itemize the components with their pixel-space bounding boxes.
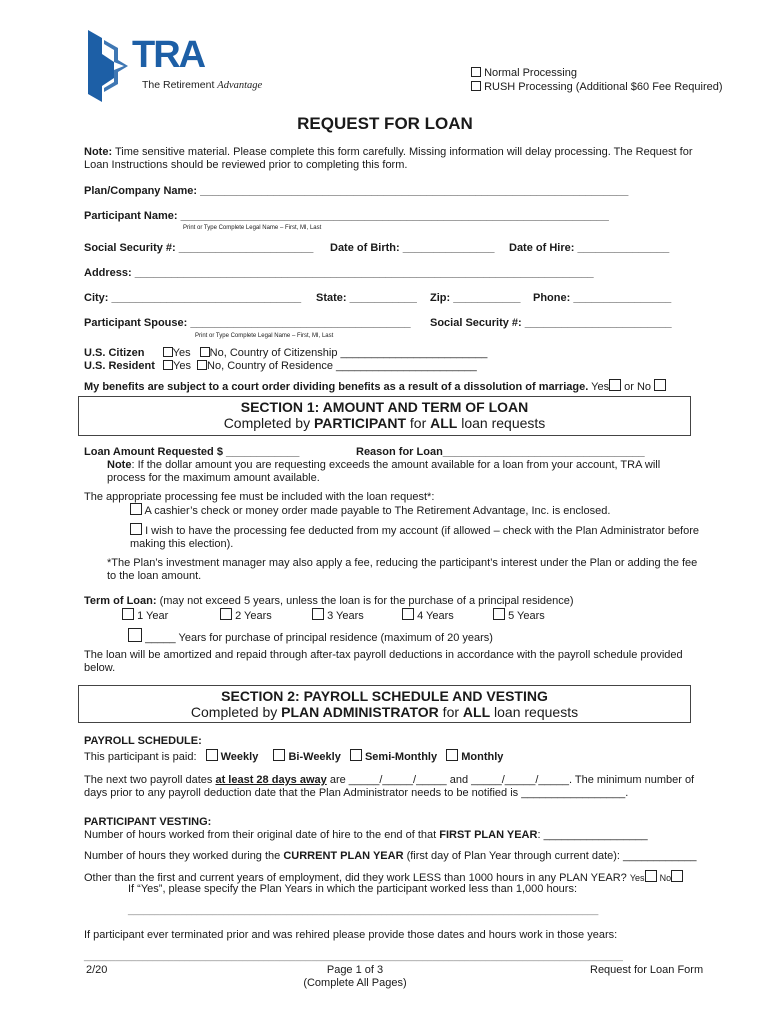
participant-name-hint: Print or Type Complete Legal Name – First, MI, Last [183, 225, 322, 231]
spouse-ssn-field[interactable]: Social Security #: ________________________ [430, 317, 672, 329]
fee-deduct-checkbox[interactable] [130, 523, 142, 535]
less-1000-no-checkbox[interactable] [671, 870, 683, 882]
court-order-yes-checkbox[interactable] [609, 379, 621, 391]
term-option-1[interactable]: 1 Year [122, 608, 168, 622]
terminated-text: If participant ever terminated prior and was rehired please provide those dates and hours work in those years: [84, 929, 618, 941]
normal-processing-option[interactable]: Normal Processing [471, 67, 577, 79]
term-of-loan-row: Term of Loan: (may not exceed 5 years, unless the loan is for the purchase of a principal residence) [84, 595, 574, 607]
plan-company-field[interactable]: Plan/Company Name: ______________________________________________________________________ [84, 185, 629, 197]
fee-check-checkbox[interactable] [130, 503, 142, 515]
term-option-3[interactable]: 3 Years [312, 608, 364, 622]
resident-no-checkbox[interactable] [197, 360, 207, 370]
less-than-1000-row: Other than the first and current years of employment, did they work LESS than 1000 hours in any PLAN YEAR? Yes No [84, 870, 683, 884]
citizen-no-checkbox[interactable] [200, 347, 210, 357]
term-option-2[interactable]: 2 Years [220, 608, 272, 622]
current-plan-year-hours-field[interactable]: Number of hours they worked during the CURRENT PLAN YEAR (first day of Plan Year through current date): ____________ [84, 850, 697, 862]
term-option-4[interactable]: 4 Years [402, 608, 454, 622]
citizen-yes-checkbox[interactable] [163, 347, 173, 357]
normal-processing-checkbox[interactable] [471, 67, 481, 77]
section1-subtitle: Completed by PARTICIPANT for ALL loan requests [223, 415, 546, 431]
footer-form-name: Request for Loan Form [590, 964, 704, 976]
term-2-checkbox[interactable] [220, 608, 232, 620]
court-order-row: My benefits are subject to a court order dividing benefits as a result of a dissolution of marriage. Yes or No [84, 379, 666, 393]
loan-amount-field[interactable]: Loan Amount Requested $ ____________ [84, 446, 300, 458]
pay-monthly-checkbox[interactable] [446, 749, 458, 761]
address-field[interactable]: Address: ___________________________________________________________________________ [84, 267, 594, 279]
term-residence-checkbox[interactable] [128, 628, 142, 642]
us-resident-row: U.S. Resident Yes No, Country of Residence _______________________ [84, 360, 477, 372]
amortized-text: The loan will be amortized and repaid through after-tax payroll deductions in accordance with the payroll schedule provided below. [84, 649, 683, 674]
fee-option-check[interactable]: A cashier’s check or money order made payable to The Retirement Advantage, Inc. is enclosed. [130, 503, 700, 518]
less-1000-yes-checkbox[interactable] [645, 870, 657, 882]
pay-semimonthly-checkbox[interactable] [350, 749, 362, 761]
loan-reason-field[interactable]: Reason for Loan_________________________________ [356, 446, 645, 458]
tra-logo [88, 30, 278, 102]
section1-note: Note: If the dollar amount you are requesting exceeds the amount available for a loan from your account, TRA will process for the maximum amount available. [107, 459, 661, 484]
fee-option-deduct[interactable]: I wish to have the processing fee deducted from my account (if allowed – check with the Plan Administrator before making this election). [130, 525, 700, 550]
rush-processing-checkbox[interactable] [471, 81, 481, 91]
city-field[interactable]: City: _______________________________ [84, 292, 302, 304]
footer-complete: (Complete All Pages) [303, 977, 407, 989]
page-title: REQUEST FOR LOAN [297, 114, 473, 133]
section2-subtitle: Completed by PLAN ADMINISTRATOR for ALL loan requests [190, 704, 579, 720]
term-1-checkbox[interactable] [122, 608, 134, 620]
payroll-options-row: This participant is paid: Weekly Bi-Weekly Semi-Monthly Monthly [84, 751, 504, 763]
pay-biweekly-checkbox[interactable] [273, 749, 285, 761]
participant-name-field[interactable]: Participant Name: ______________________________________________________________________ [84, 210, 609, 222]
spouse-field[interactable]: Participant Spouse: ____________________________________ [84, 317, 411, 329]
fee-footnote: *The Plan’s investment manager may also apply a fee, reducing the participant’s interest under the Plan or adding the fee to the loan amount. [107, 557, 698, 582]
pay-weekly-checkbox[interactable] [206, 749, 218, 761]
term-option-5[interactable]: 5 Years [493, 608, 545, 622]
term-residence-row[interactable]: _____ Years for purchase of principal residence (maximum of 20 years) [128, 628, 493, 644]
us-citizen-row: U.S. Citizen Yes No, Country of Citizenship ________________________ [84, 347, 488, 359]
term-3-checkbox[interactable] [312, 608, 324, 620]
section1-title: SECTION 1: AMOUNT AND TERM OF LOAN [240, 399, 529, 415]
tra-logo-mark-icon [88, 30, 136, 102]
tra-brand-text: TRA [132, 34, 205, 76]
rush-processing-option[interactable]: RUSH Processing (Additional $60 Fee Required) [471, 81, 723, 93]
first-plan-year-hours-field[interactable]: Number of hours worked from their original date of hire to the end of that FIRST PLAN YEAR: _________________ [84, 829, 648, 841]
section2-header [78, 685, 691, 723]
fee-text: The appropriate processing fee must be included with the loan request*: [84, 491, 435, 503]
vesting-heading: PARTICIPANT VESTING: [84, 816, 212, 828]
ssn-field[interactable]: Social Security #: ______________________ [84, 242, 314, 254]
dob-field[interactable]: Date of Birth: _______________ [330, 242, 495, 254]
zip-field[interactable]: Zip: ___________ [430, 292, 521, 304]
term-4-checkbox[interactable] [402, 608, 414, 620]
state-field[interactable]: State: ___________ [316, 292, 417, 304]
section2-title: SECTION 2: PAYROLL SCHEDULE AND VESTING [221, 688, 548, 704]
footer-date: 2/20 [86, 964, 108, 976]
resident-yes-checkbox[interactable] [163, 360, 173, 370]
payroll-heading: PAYROLL SCHEDULE: [84, 735, 202, 747]
court-order-no-checkbox[interactable] [654, 379, 666, 391]
if-yes-text: If “Yes”, please specify the Plan Years in which the participant worked less than 1,000 hours: [128, 883, 578, 895]
section1-header [78, 396, 691, 436]
phone-field[interactable]: Phone: ________________ [533, 292, 672, 304]
plan-years-blank[interactable]: _________________________________________________________________________________________ [128, 905, 599, 916]
doh-field[interactable]: Date of Hire: _______________ [509, 242, 670, 254]
term-5-checkbox[interactable] [493, 608, 505, 620]
terminated-blank[interactable]: ______________________________________________________________________________________________________ [84, 951, 623, 962]
payroll-dates-text[interactable]: The next two payroll dates at least 28 days away are _____/_____/_____ and _____/_____/_____. The minimum number of days prior to any payroll deduction date that the Plan Administrator needs to be notified is _________________. [84, 774, 695, 799]
form-note: Note: Time sensitive material. Please complete this form carefully. Missing information will delay processing. The Request for Loan Instructions should be reviewed prior to completing this form. [84, 146, 693, 171]
tra-tagline: The Retirement Advantage [142, 79, 263, 91]
footer-page: Page 1 of 3 [326, 964, 384, 976]
spouse-name-hint: Print or Type Complete Legal Name – First, MI, Last [195, 333, 334, 339]
